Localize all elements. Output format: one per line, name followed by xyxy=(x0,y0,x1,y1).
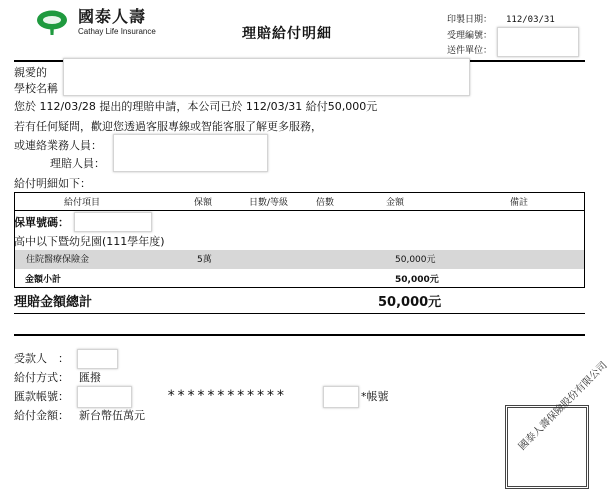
logo-english-name: Cathay Life Insurance xyxy=(78,27,156,36)
method-label: 給付方式： xyxy=(14,371,69,384)
school-label: 學校名稱 xyxy=(14,82,58,95)
account-suffix: *帳號 xyxy=(361,390,389,403)
total-underline xyxy=(14,313,585,314)
redacted-policy-number xyxy=(74,212,152,232)
tree-logo-icon xyxy=(36,10,68,36)
amount-label: 給付金額： xyxy=(14,409,69,422)
detail-label: 給付明細如下： xyxy=(14,177,91,190)
payee-label: 受款人 ： xyxy=(14,352,69,365)
table-row xyxy=(15,250,584,269)
col-header-item: 給付項目 xyxy=(64,198,101,208)
col-header-days: 日數/等級 xyxy=(249,198,289,208)
col-header-multiple: 倍數 xyxy=(316,198,335,208)
notice-line: 您於 112/03/28 提出的理賠申請，本公司已於 112/03/31 給付50,000元 xyxy=(14,100,378,113)
send-unit-label: 送件單位： xyxy=(447,46,493,56)
account-mask: ************ xyxy=(167,388,287,404)
logo-chinese-name: 國泰人壽 xyxy=(78,7,147,26)
table-bottom-border xyxy=(14,287,585,288)
redacted-bank xyxy=(77,386,132,408)
policy-number-label: 保單號碼： xyxy=(14,216,69,229)
print-date-label: 印製日期： xyxy=(447,15,493,25)
company-logo xyxy=(36,8,166,38)
print-date-value: 112/03/31 xyxy=(506,15,555,25)
subtotal-value: 50,000元 xyxy=(395,275,439,285)
table-header-divider xyxy=(14,210,585,211)
col-header-note: 備註 xyxy=(510,198,529,208)
method-value: 匯撥 xyxy=(79,371,101,384)
document-title: 理賠給付明細 xyxy=(242,26,332,42)
redacted-accept-box xyxy=(497,27,579,57)
col-header-coverage: 保額 xyxy=(194,198,213,208)
account-label: 匯款帳號： xyxy=(14,390,69,403)
payment-section-divider xyxy=(14,334,585,336)
amount-value: 新台幣伍萬元 xyxy=(79,409,145,422)
redacted-contact xyxy=(113,134,268,172)
row-coverage: 5萬 xyxy=(197,255,212,265)
redacted-name-school xyxy=(63,58,470,96)
company-seal xyxy=(502,359,610,453)
contact-label: 或連絡業務人員： xyxy=(14,139,102,152)
total-value: 50,000元 xyxy=(378,295,442,310)
seal-text: 國泰人壽保險股份有限公司 xyxy=(516,359,610,453)
subtotal-label: 金額小計 xyxy=(25,275,62,285)
group-line: 高中以下暨幼兒園(111學年度) xyxy=(14,235,165,248)
question-line: 若有任何疑問，歡迎您透過客服專線或智能客服了解更多服務， xyxy=(14,120,322,133)
row-item: 住院醫療保險金 xyxy=(26,255,90,265)
accept-no-label: 受理編號： xyxy=(447,31,493,41)
table-right-border xyxy=(584,192,585,288)
table-top-border xyxy=(14,192,585,193)
dear-label: 親愛的 xyxy=(14,66,47,79)
col-header-amount: 金額 xyxy=(386,198,405,208)
row-amount: 50,000元 xyxy=(395,255,436,265)
redacted-payee xyxy=(77,349,118,369)
redacted-account-digits xyxy=(323,386,359,408)
total-label: 理賠金額總計 xyxy=(14,295,93,310)
adjuster-label: 理賠人員： xyxy=(50,157,105,170)
